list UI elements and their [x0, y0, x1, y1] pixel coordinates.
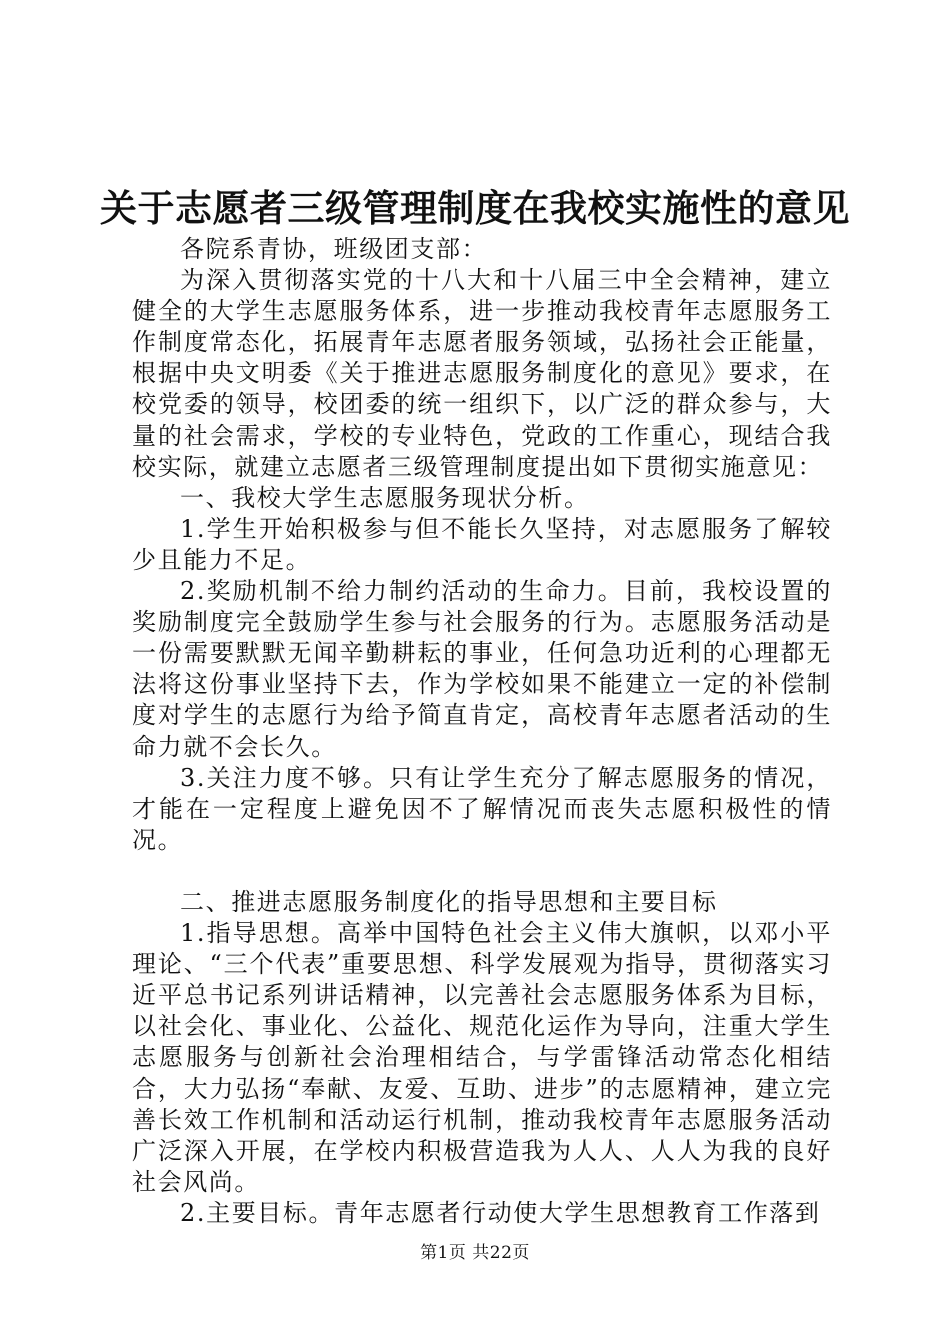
body-paragraph: 1.学生开始积极参与但不能长久坚持，对志愿服务了解较少且能力不足。 [132, 514, 832, 574]
section-heading: 一、我校大学生志愿服务现状分析。 [180, 483, 590, 512]
blank-line [132, 856, 832, 887]
body-paragraph: 3.关注力度不够。只有让学生充分了解志愿服务的情况，才能在一定程度上避免因不了解情况而丧失志愿积极性的情况。 [132, 763, 832, 854]
body-paragraph: 2.主要目标。青年志愿者行动使大学生思想教育工作落到 [180, 1198, 821, 1227]
document-title: 关于志愿者三级管理制度在我校实施性的意见 [100, 187, 850, 230]
document-body [132, 234, 832, 1229]
section-heading: 二、推进志愿服务制度化的指导思想和主要目标 [180, 887, 718, 916]
body-paragraph: 2.奖励机制不给力制约活动的生命力。目前，我校设置的奖励制度完全鼓励学生参与社会服务的行为。志愿服务活动是一份需要默默无闻辛勤耕耘的事业，任何急功近利的心理都无法将这份事业坚持下去，作为学校如果不能建立一定的补偿制度对学生的志愿行为给予简直肯定，高校青年志愿者活动的生命力就不会长久。 [132, 577, 832, 761]
salutation-paragraph: 各院系青协，班级团支部： [180, 235, 488, 263]
intro-paragraph: 为深入贯彻落实党的十八大和十八届三中全会精神，建立健全的大学生志愿服务体系，进一步推动我校青年志愿服务工作制度常态化，拓展青年志愿者服务领域，弘扬社会正能量，根据中央文明委《关于推进志愿服务制度化的意见》要求，在校党委的领导，校团委的统一组织下，以广泛的群众参与，大量的社会需求，学校的专业特色，党政的工作重心，现结合我校实际，就建立志愿者三级管理制度提出如下贯彻实施意见： [132, 266, 832, 481]
page-footer: 第1页 共22页 [420, 1243, 530, 1263]
body-paragraph: 1.指导思想。高举中国特色社会主义伟大旗帜，以邓小平理论、“三个代表”重要思想、科学发展观为指导，贯彻落实习近平总书记系列讲话精神，以完善社会志愿服务体系为目标，以社会化、事业化、公益化、规范化运作为导向，注重大学生志愿服务与创新社会治理相结合，与学雷锋活动常态化相结合，大力弘扬“奉献、友爱、互助、进步”的志愿精神，建立完善长效工作机制和活动运行机制，推动我校青年志愿服务活动广泛深入开展，在学校内积极营造我为人人、人人为我的良好社会风尚。 [132, 919, 832, 1196]
